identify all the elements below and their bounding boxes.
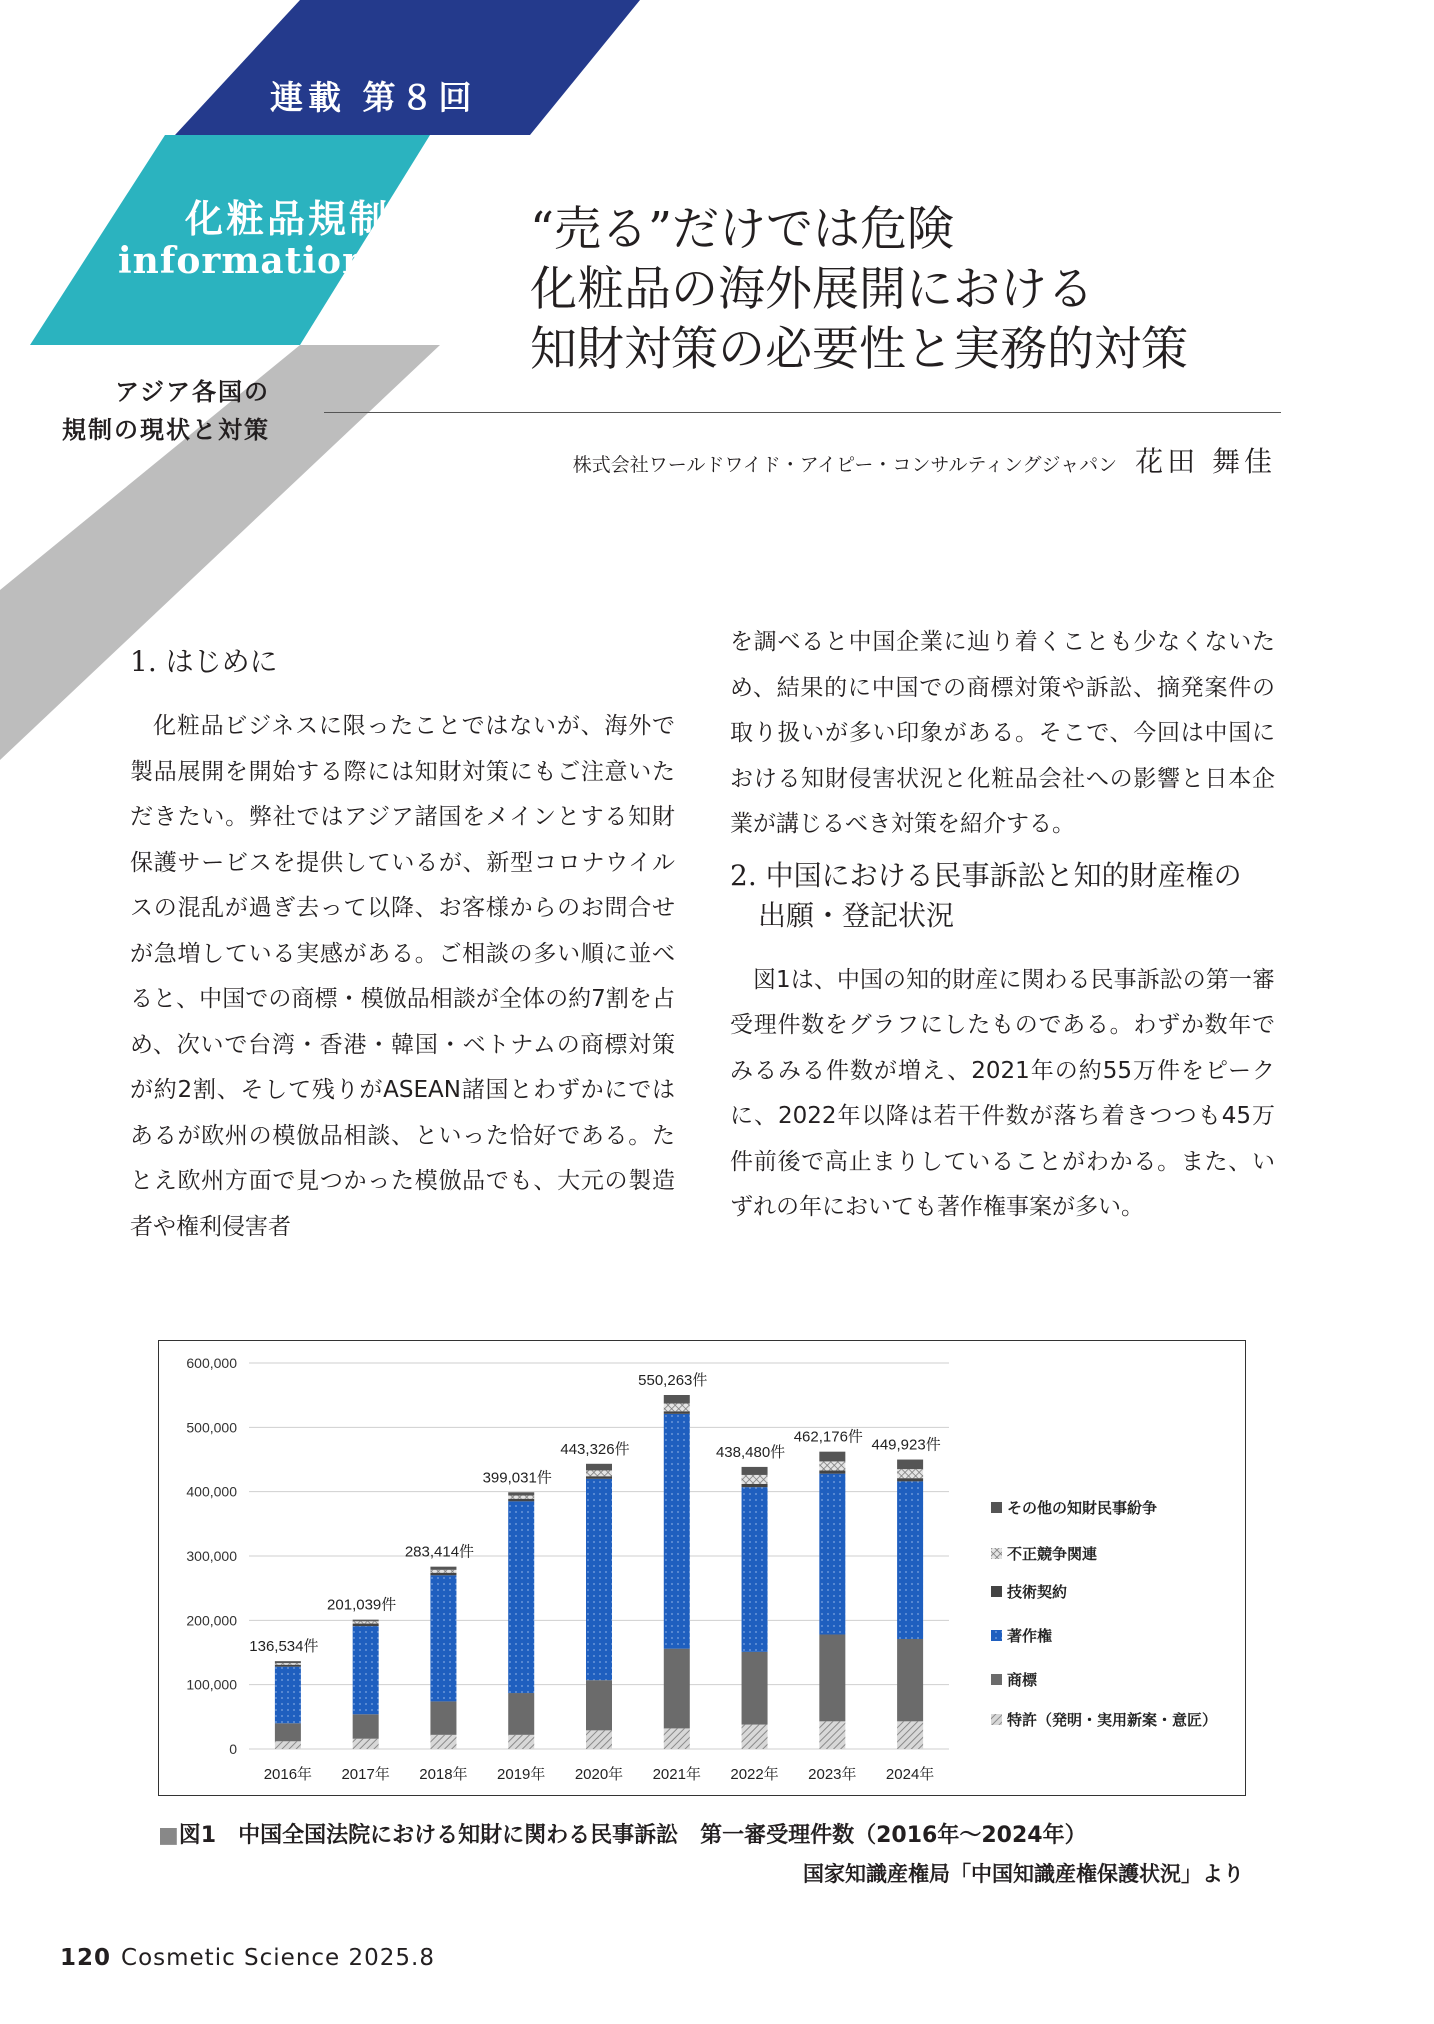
bar-segment xyxy=(353,1621,379,1623)
bar-segment xyxy=(819,1721,845,1749)
body-paragraph: 化粧品ビジネスに限ったことではないが、海外で製品展開を開始する際には知財対策にもご注意いただきたい。弊社ではアジア諸国をメインとする知財保護サービスを提供しているが、新型コロナウイルスの混乱が過ぎ去って以降、お客様からのお問合せが急増している実感がある。ご相談の多い順に並べると、中国での商標・模倣品相談が全体の約7割を占め、次いで台湾・香港・韓国・ベトナムの商標対策が約2割、そして残りがASEAN諸国とわずかにではあるが欧州の模倣品相談、といった恰好である。たとえ欧州方面で見つかった模倣品でも、大元の製造者や権利侵害者 xyxy=(130,713,675,1240)
bar-total-label: 443,326件 xyxy=(560,1440,630,1458)
legend-swatch xyxy=(991,1714,1002,1725)
category-subtitle: information xyxy=(118,240,370,282)
bar-segment xyxy=(897,1721,923,1749)
author-name: 花田 舞佳 xyxy=(1135,445,1276,478)
figure-chart-frame xyxy=(158,1340,1246,1796)
legend-label: 著作権 xyxy=(1007,1627,1053,1645)
bar-segment xyxy=(664,1411,690,1414)
y-tick-label: 500,000 xyxy=(186,1419,237,1436)
section-heading-line: 2. 中国における民事訴訟と知的財産権の xyxy=(730,858,1242,892)
bar-segment xyxy=(664,1649,690,1729)
y-tick-label: 100,000 xyxy=(186,1676,237,1693)
column-subtitle-line1: アジア各国の xyxy=(114,378,270,406)
title-rule xyxy=(324,412,1281,413)
bar-segment xyxy=(819,1470,845,1473)
bar-segment xyxy=(819,1452,845,1462)
section-heading-line: 出願・登記状況 xyxy=(758,898,955,932)
bar-segment xyxy=(275,1665,301,1667)
title-line: 知財対策の必要性と実務的対策 xyxy=(530,322,1188,377)
bar-segment xyxy=(664,1728,690,1749)
bar-segment xyxy=(275,1741,301,1749)
bar-segment xyxy=(430,1567,456,1570)
category-title: 化粧品規制 xyxy=(185,197,391,241)
journal-name: Cosmetic Science 2025.8 xyxy=(121,1945,435,1971)
bar-segment xyxy=(586,1470,612,1476)
figure-caption xyxy=(158,1818,1087,1849)
bar-segment xyxy=(430,1701,456,1734)
bar-segment xyxy=(353,1714,379,1738)
legend-label: 不正競争関連 xyxy=(1007,1545,1098,1563)
bar-segment xyxy=(430,1735,456,1749)
bar-segment xyxy=(742,1475,768,1484)
bar-segment xyxy=(353,1620,379,1622)
bar-total-label: 201,039件 xyxy=(327,1596,397,1614)
x-tick-label: 2021年 xyxy=(652,1766,701,1783)
y-tick-label: 300,000 xyxy=(186,1548,237,1564)
bar-segment xyxy=(897,1639,923,1721)
bar-segment xyxy=(664,1395,690,1404)
page-number: 120 xyxy=(60,1945,112,1971)
bar-segment xyxy=(742,1725,768,1749)
title-line: “売る”だけでは危険 xyxy=(530,202,955,257)
page-footer xyxy=(60,1945,435,1971)
bar-segment xyxy=(742,1484,768,1487)
bar-total-label: 136,534件 xyxy=(249,1638,319,1656)
bar-total-label: 283,414件 xyxy=(404,1543,475,1561)
y-tick-label: 600,000 xyxy=(186,1355,237,1371)
legend-swatch xyxy=(991,1502,1002,1513)
bar-segment xyxy=(742,1652,768,1725)
bar-segment xyxy=(664,1414,690,1649)
x-tick-label: 2017年 xyxy=(341,1766,390,1783)
series-number: 連載 第８回 xyxy=(270,78,477,117)
bar-total-label: 438,480件 xyxy=(715,1443,786,1461)
x-tick-label: 2020年 xyxy=(574,1766,624,1783)
bar-segment xyxy=(275,1663,301,1665)
bar-total-label: 399,031件 xyxy=(482,1469,552,1487)
caption-mark: ■ xyxy=(158,1823,179,1848)
legend-label: その他の知財民事紛争 xyxy=(1007,1499,1158,1517)
stacked-bar-chart xyxy=(159,1341,1245,1795)
x-tick-label: 2024年 xyxy=(885,1766,935,1783)
bar-segment xyxy=(275,1661,301,1663)
bar-segment xyxy=(664,1404,690,1412)
caption-text: 図1 中国全国法院における知財に関わる民事訴訟 第一審受理件数（2016年〜2024年） xyxy=(178,1823,1087,1848)
y-tick-label: 0 xyxy=(229,1741,237,1757)
bar-segment xyxy=(275,1723,301,1741)
body-paragraph: を調べると中国企業に辿り着くことも少なくないため、結果的に中国での商標対策や訴訟、摘発案件の取り扱いが多い印象がある。そこで、今回は中国における知財侵害状況と化粧品会社への影響と日本企業が講じるべき対策を紹介する。 xyxy=(730,629,1275,837)
bar-segment xyxy=(586,1464,612,1471)
legend-swatch xyxy=(991,1674,1002,1685)
bar-segment xyxy=(430,1570,456,1573)
legend-swatch xyxy=(991,1586,1002,1597)
bar-segment xyxy=(586,1479,612,1680)
x-tick-label: 2018年 xyxy=(419,1766,468,1783)
bar-segment xyxy=(586,1680,612,1730)
legend-swatch xyxy=(991,1630,1002,1641)
bar-segment xyxy=(353,1626,379,1714)
y-tick-label: 400,000 xyxy=(186,1483,237,1500)
y-tick-label: 200,000 xyxy=(186,1612,237,1629)
legend-label: 特許（発明・実用新案・意匠） xyxy=(1007,1711,1218,1729)
article-title xyxy=(530,200,1330,380)
x-tick-label: 2019年 xyxy=(497,1766,546,1783)
bar-segment xyxy=(275,1667,301,1724)
bar-segment xyxy=(819,1461,845,1470)
title-line: 化粧品の海外展開における xyxy=(530,262,1094,317)
author-organization: 株式会社ワールドワイド・アイピー・コンサルティングジャパン xyxy=(572,454,1118,476)
legend-label: 商標 xyxy=(1007,1671,1038,1689)
author-line xyxy=(573,440,1276,480)
bar-segment xyxy=(897,1481,923,1639)
bar-segment xyxy=(508,1735,534,1749)
bar-segment xyxy=(897,1460,923,1470)
column-subtitle-line2: 規制の現状と対策 xyxy=(62,416,270,444)
bar-segment xyxy=(508,1693,534,1735)
figure-source: 国家知識産権局「中国知識産権保護状況」より xyxy=(803,1862,1244,1886)
body-column-right xyxy=(730,620,1275,1231)
bar-total-label: 462,176件 xyxy=(793,1428,863,1446)
bar-segment xyxy=(508,1499,534,1502)
bar-segment xyxy=(430,1575,456,1701)
bar-segment xyxy=(353,1739,379,1749)
x-tick-label: 2023年 xyxy=(808,1766,857,1783)
bar-segment xyxy=(586,1476,612,1479)
bar-segment xyxy=(742,1487,768,1652)
bar-total-label: 550,263件 xyxy=(638,1371,708,1389)
bar-segment xyxy=(430,1573,456,1576)
bar-segment xyxy=(508,1492,534,1495)
x-tick-label: 2016年 xyxy=(263,1766,313,1783)
x-tick-label: 2022年 xyxy=(730,1766,779,1783)
bar-total-label: 449,923件 xyxy=(871,1436,941,1454)
bar-segment xyxy=(508,1496,534,1499)
bar-segment xyxy=(819,1634,845,1721)
bar-segment xyxy=(897,1469,923,1478)
legend-label: 技術契約 xyxy=(1007,1583,1068,1601)
bar-segment xyxy=(586,1730,612,1749)
bar-segment xyxy=(897,1478,923,1481)
body-column-left xyxy=(130,642,675,1250)
bar-segment xyxy=(819,1474,845,1635)
bar-segment xyxy=(742,1467,768,1475)
legend-swatch xyxy=(991,1548,1002,1559)
bar-segment xyxy=(508,1501,534,1693)
bar-segment xyxy=(353,1624,379,1627)
body-paragraph: 図1は、中国の知的財産に関わる民事訴訟の第一審受理件数をグラフにしたものである。わずか数年でみるみる件数が増え、2021年の約55万件をピークに、2022年以降は若干件数が落ち着きつつも45万件前後で高止まりしていることがわかる。また、いずれの年においても著作権事案が多い。 xyxy=(730,966,1275,1220)
section-heading xyxy=(730,856,1275,936)
section-heading: 1. はじめに xyxy=(130,645,278,678)
